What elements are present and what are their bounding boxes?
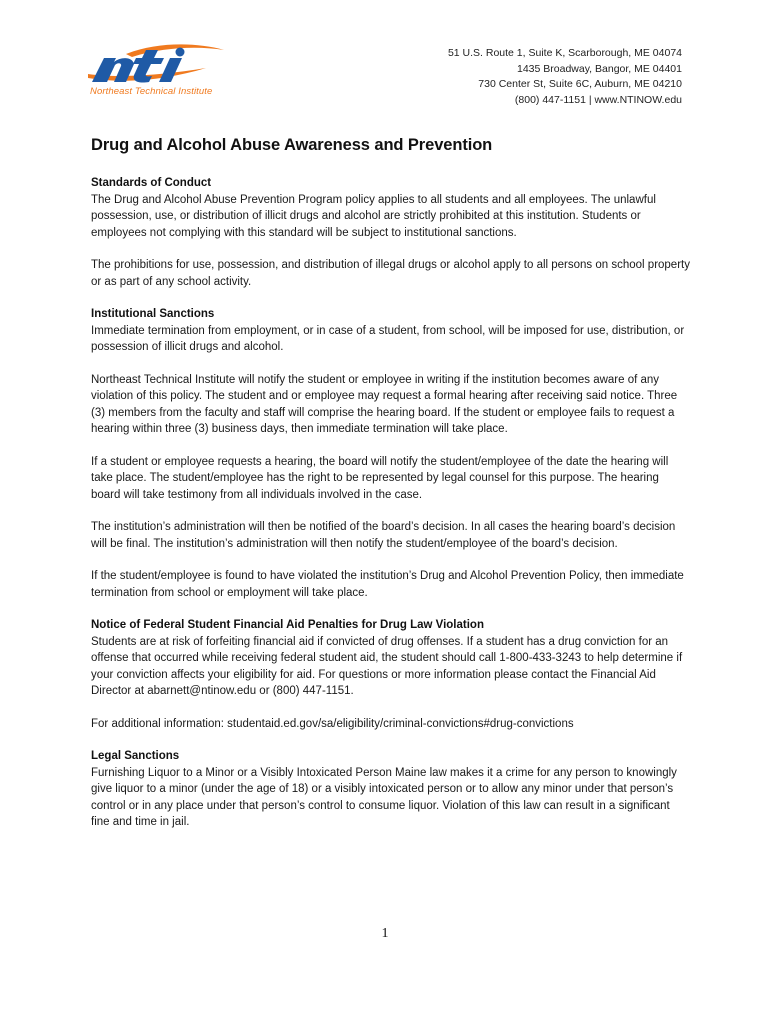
- legal-heading: Legal Sanctions: [91, 750, 180, 762]
- sanctions-paragraph-4: The institution’s administration will then be notified of the board’s decision. In all cases the hearing board’s decision will be final. The institution’s administration will then notify the student/employee of the board’s decision.: [91, 521, 676, 550]
- nti-logo: [86, 44, 226, 102]
- sanctions-paragraph-2: Northeast Technical Institute will notify the student or employee in writing if the institution becomes aware of any violation of this policy. The student and or employee may request a formal hearing after receiving said notice. Three (3) members from the faculty and staff will comprise the hearing board. If the student or employee fails to request a hearing within three (3) business days, then immediate termination will take place.: [91, 373, 678, 435]
- standards-paragraph-2: The prohibitions for use, possession, and distribution of illegal drugs or alcohol apply to all persons on school property or as part of any school activity.: [91, 259, 690, 288]
- logo-tagline: Northeast Technical Institute: [90, 86, 213, 97]
- sanctions-heading: Institutional Sanctions: [91, 308, 215, 320]
- sanctions-paragraph-5: If the student/employee is found to have violated the institution’s Drug and Alcohol Prevention Policy, then immediate termination from school or employment will take place.: [91, 570, 684, 599]
- legal-paragraph-1: Furnishing Liquor to a Minor or a Visibly Intoxicated Person Maine law makes it a crime for any person to knowingly give liquor to a minor (under the age of 18) or a visibly intoxicated person or to allow any minor under that person’s control or in any place under that person’s control to consume liquor. Violation of this law can result in a significant fine and time in jail.: [91, 766, 677, 828]
- address-line-auburn: 730 Center St, Suite 6C, Auburn, ME 04210: [478, 78, 682, 90]
- financial-aid-heading: Notice of Federal Student Financial Aid Penalties for Drug Law Violation: [91, 619, 484, 631]
- page-number: 1: [381, 926, 389, 941]
- sanctions-paragraph-1: Immediate termination from employment, or in case of a student, from school, will be imposed for use, distribution, or possession of illicit drugs and alcohol.: [91, 324, 685, 353]
- standards-heading: Standards of Conduct: [91, 177, 212, 189]
- financial-aid-paragraph-1: Students are at risk of forfeiting financial aid if convicted of drug offenses. If a student has a drug conviction for an offense that occurred while receiving federal student aid, the student should call 1-800-433-3243 to help determine if your conviction affects your eligibility for aid. For questions or more information please contact the Financial Aid Director at abarnett@ntinow.edu or (800) 447-1151.: [91, 635, 683, 697]
- sanctions-paragraph-3: If a student or employee requests a hearing, the board will notify the student/employee of the date the hearing will take place. The student/employee has the right to be represented by legal counsel for this purpose. The hearing board will take testimony from all individuals involved in the case.: [91, 455, 669, 501]
- contact-line: (800) 447-1151 | www.NTINOW.edu: [514, 93, 682, 106]
- document-title: Drug and Alcohol Abuse Awareness and Prevention: [91, 136, 493, 154]
- financial-aid-paragraph-2: For additional information: studentaid.ed.gov/sa/eligibility/criminal-convictions#drug-convictions: [91, 717, 574, 730]
- address-line-scarborough: 51 U.S. Route 1, Suite K, Scarborough, ME 04074: [447, 47, 682, 59]
- address-line-bangor: 1435 Broadway, Bangor, ME 04401: [516, 62, 682, 75]
- address-block: [448, 46, 682, 108]
- standards-paragraph-1: The Drug and Alcohol Abuse Prevention Program policy applies to all students and all employees. The unlawful possession, use, or distribution of illicit drugs and alcohol are strictly prohibited at this institution. Students or employees not complying with this standard will be subject to institutional sanctions.: [91, 193, 656, 239]
- nti-logo-mark-icon: [86, 44, 226, 88]
- document-body: [91, 136, 691, 847]
